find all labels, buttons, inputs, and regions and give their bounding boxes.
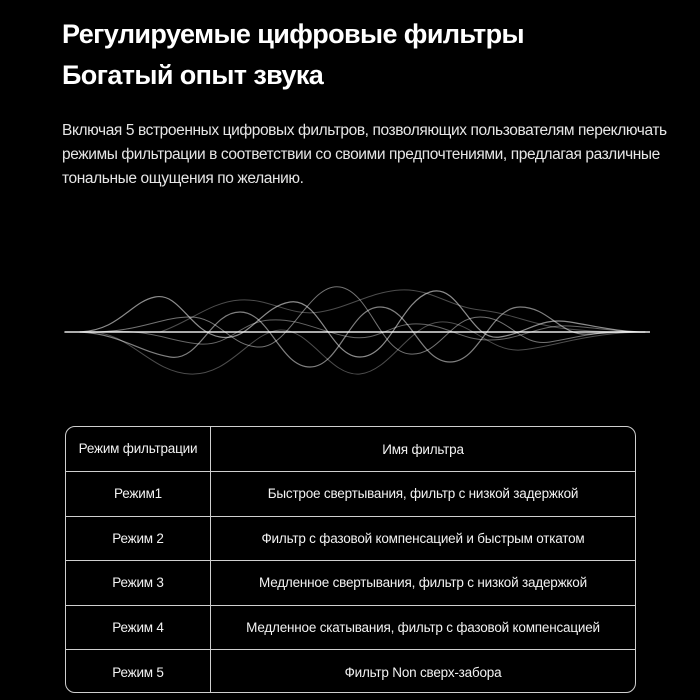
description-text: Включая 5 встроенных цифровых фильтров, позволяющих пользователям переключать режимы фильтрации в соответствии со своими предпочтениями, предлагая различные тональные ощущения по желанию. [62,122,667,187]
title-line-1: Регулируемые цифровые фильтры [62,19,524,49]
title-line-2: Богатый опыт звука [62,60,324,90]
filter-name-cell: Фильтр Non сверх-забора [344,664,502,680]
filter-name-cell: Медленное скатывания, фильтр с фазовой компенсацией [246,619,600,635]
table-row [66,561,635,606]
sound-wave-icon [60,262,650,392]
filter-table [65,426,636,693]
mode-cell: Режим 4 [66,606,211,650]
table-header-row [66,427,635,472]
mode-cell: Режим1 [66,472,211,516]
table-row [66,472,635,517]
mode-cell: Режим 2 [66,517,211,561]
column-header-mode: Режим фильтрации [66,427,211,471]
filter-name-cell: Медленное свертывания, фильтр с низкой задержкой [259,575,587,591]
page-title [62,14,524,96]
table-row [66,517,635,562]
table-row [66,606,635,651]
filter-name-cell: Быстрое свертывания, фильтр с низкой задержкой [267,486,579,502]
mode-cell: Режим 3 [66,561,211,605]
mode-cell: Режим 5 [66,650,211,693]
table-row [66,650,635,693]
filter-name-cell: Фильтр с фазовой компенсацией и быстрым откатом [261,530,585,546]
column-header-filter-name: Имя фильтра [382,441,464,457]
